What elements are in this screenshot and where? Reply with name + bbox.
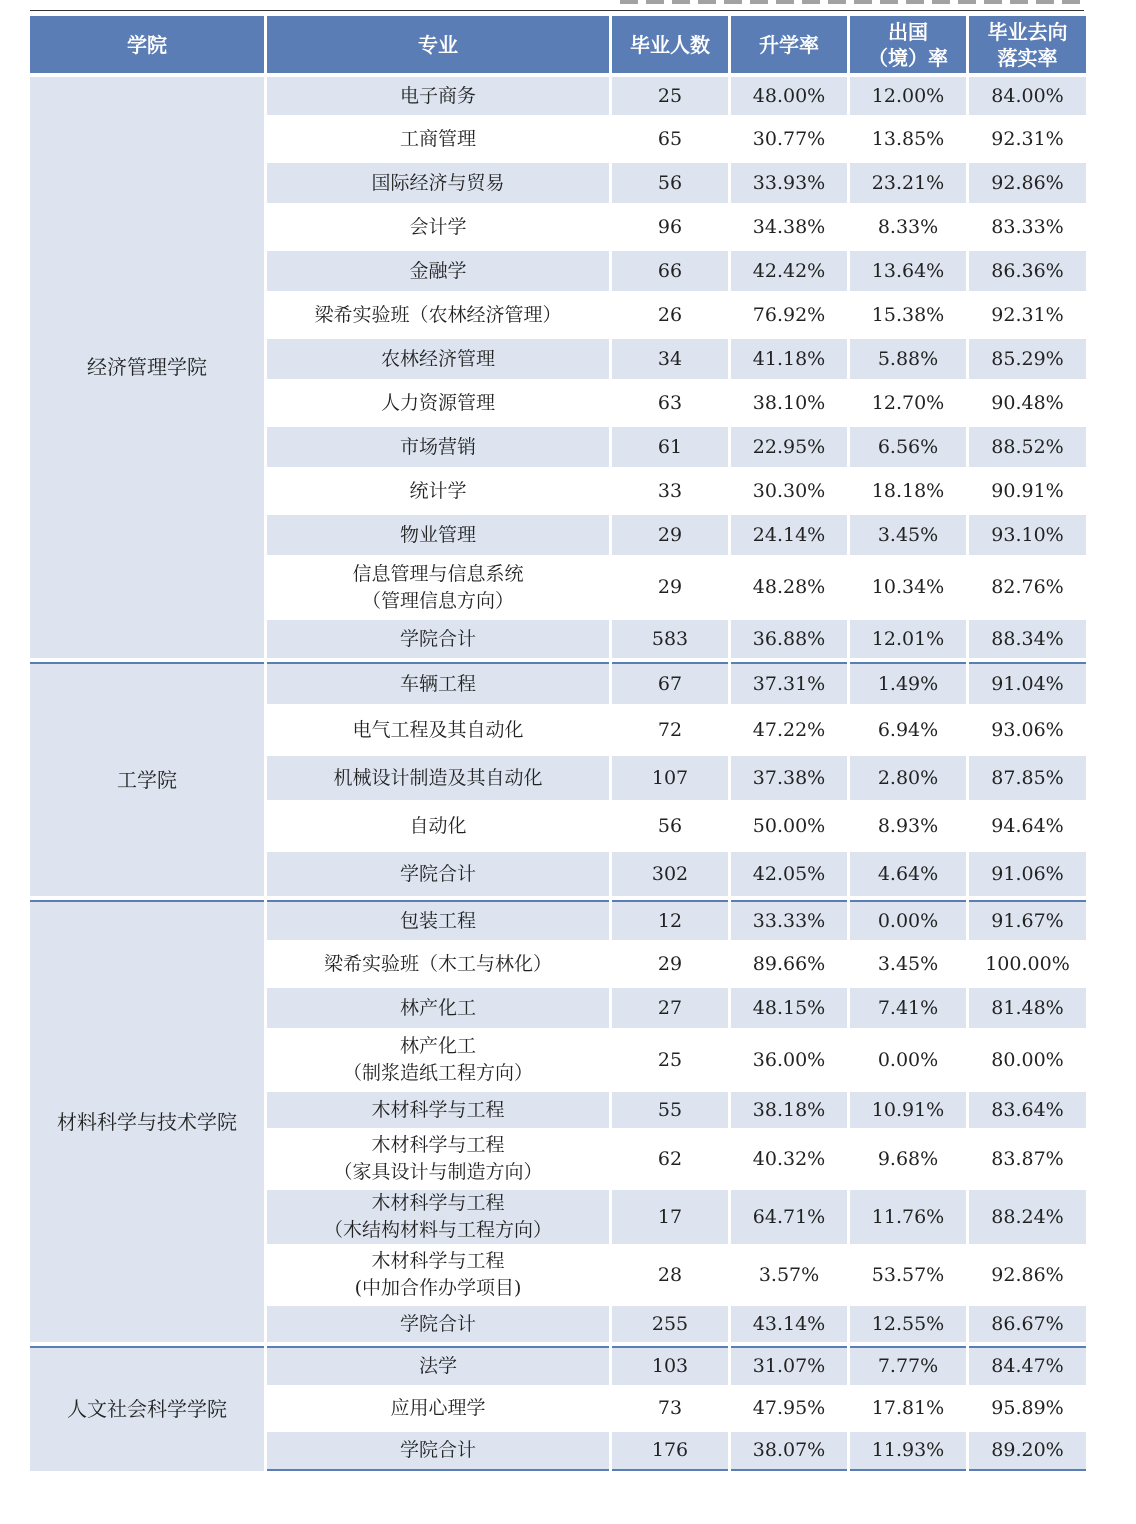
major-cell bbox=[267, 1092, 609, 1128]
placement-rate-cell: 92.31% bbox=[991, 303, 1064, 326]
abroad-rate-cell: 4.64% bbox=[850, 852, 966, 896]
further-study-rate-cell: 3.57% bbox=[758, 1263, 820, 1286]
major-cell bbox=[267, 77, 609, 115]
abroad-rate-cell: 3.45% bbox=[850, 515, 966, 555]
table-row bbox=[30, 1346, 1086, 1385]
abroad-rate-cell: 8.93% bbox=[877, 814, 939, 837]
graduates-cell: 56 bbox=[657, 814, 683, 837]
placement-rate-cell: 88.52% bbox=[969, 427, 1086, 467]
graduates-cell: 27 bbox=[612, 988, 728, 1028]
placement-rate-cell: 91.04% bbox=[969, 662, 1086, 704]
further-study-rate-cell: 36.88% bbox=[731, 620, 847, 658]
top-rule-fragment bbox=[620, 0, 1084, 4]
placement-rate-cell: 92.86% bbox=[991, 1263, 1064, 1286]
major-cell bbox=[267, 1248, 609, 1302]
major-name: 信息管理与信息系统 bbox=[352, 562, 524, 585]
further-study-rate-cell: 89.66% bbox=[752, 952, 826, 975]
header-placement-rate: 毕业去向落实率 bbox=[969, 16, 1086, 73]
abroad-rate-cell: 17.81% bbox=[871, 1397, 945, 1419]
major-cell bbox=[267, 251, 609, 291]
abroad-rate-cell: 12.00% bbox=[850, 77, 966, 115]
major-name: 梁希实验班（木工与林化） bbox=[323, 952, 552, 975]
major-name: 统计学 bbox=[409, 479, 467, 502]
major-name: 学院合计 bbox=[399, 627, 476, 650]
major-name: 工商管理 bbox=[399, 127, 476, 150]
header-row bbox=[30, 16, 1086, 73]
major-direction: （家具设计与制造方向） bbox=[333, 1161, 543, 1183]
major-name: 金融学 bbox=[409, 259, 467, 282]
major-name: 自动化 bbox=[409, 814, 467, 837]
placement-rate-cell: 88.34% bbox=[969, 620, 1086, 658]
abroad-rate-cell: 12.55% bbox=[850, 1306, 966, 1342]
major-cell bbox=[267, 163, 609, 203]
further-study-rate-cell: 38.10% bbox=[752, 391, 826, 414]
further-study-rate-cell: 33.93% bbox=[731, 163, 847, 203]
further-study-rate-cell: 38.07% bbox=[731, 1432, 847, 1471]
graduates-cell: 302 bbox=[612, 852, 728, 896]
top-rule bbox=[30, 10, 1084, 11]
major-cell bbox=[267, 295, 609, 335]
major-name: 车辆工程 bbox=[399, 672, 476, 695]
graduates-cell: 72 bbox=[657, 718, 683, 741]
major-name: 木材科学与工程 bbox=[371, 1134, 505, 1156]
placement-rate-cell: 89.20% bbox=[969, 1432, 1086, 1471]
major-name: 物业管理 bbox=[399, 523, 476, 546]
abroad-rate-cell: 6.94% bbox=[877, 718, 939, 741]
major-cell bbox=[267, 1032, 609, 1088]
placement-rate-cell: 87.85% bbox=[969, 756, 1086, 800]
major-cell bbox=[267, 515, 609, 555]
placement-rate-cell: 93.10% bbox=[969, 515, 1086, 555]
abroad-rate-cell: 11.76% bbox=[850, 1190, 966, 1244]
further-study-rate-cell: 34.38% bbox=[752, 215, 826, 238]
further-study-rate-cell: 48.00% bbox=[731, 77, 847, 115]
placement-rate-cell: 95.89% bbox=[991, 1397, 1064, 1419]
further-study-rate-cell: 64.71% bbox=[731, 1190, 847, 1244]
major-name: 木材科学与工程 bbox=[371, 1098, 505, 1121]
major-cell bbox=[267, 900, 609, 940]
placement-rate-cell: 93.06% bbox=[991, 718, 1064, 741]
major-direction: （制浆造纸工程方向） bbox=[342, 1062, 533, 1084]
major-cell bbox=[267, 1132, 609, 1186]
graduates-cell: 63 bbox=[657, 391, 683, 414]
major-cell bbox=[267, 620, 609, 658]
college-cell: 经济管理学院 bbox=[30, 77, 264, 658]
major-direction: (中加合作办学项目) bbox=[354, 1277, 522, 1299]
major-name: 学院合计 bbox=[399, 862, 476, 885]
graduates-cell: 34 bbox=[612, 339, 728, 379]
major-cell bbox=[267, 852, 609, 896]
major-name: 人力资源管理 bbox=[380, 391, 495, 414]
placement-rate-cell: 83.64% bbox=[969, 1092, 1086, 1128]
abroad-rate-cell: 10.91% bbox=[850, 1092, 966, 1128]
graduates-cell: 176 bbox=[612, 1432, 728, 1471]
major-cell bbox=[267, 427, 609, 467]
abroad-rate-cell: 12.01% bbox=[850, 620, 966, 658]
graduates-cell: 73 bbox=[657, 1397, 683, 1419]
major-name: 机械设计制造及其自动化 bbox=[333, 766, 543, 789]
graduates-cell: 12 bbox=[612, 900, 728, 940]
major-name: 木材科学与工程 bbox=[371, 1250, 505, 1272]
major-name: 学院合计 bbox=[399, 1439, 476, 1461]
further-study-rate-cell: 48.28% bbox=[752, 576, 826, 598]
abroad-rate-cell: 23.21% bbox=[850, 163, 966, 203]
major-cell bbox=[267, 339, 609, 379]
major-name: 市场营销 bbox=[399, 435, 476, 458]
abroad-rate-cell: 0.00% bbox=[877, 1048, 939, 1071]
placement-rate-cell: 82.76% bbox=[991, 576, 1064, 598]
major-cell bbox=[267, 207, 609, 247]
college-cell: 材料科学与技术学院 bbox=[30, 900, 264, 1342]
placement-rate-cell: 90.48% bbox=[991, 391, 1064, 414]
graduates-cell: 33 bbox=[657, 479, 683, 502]
placement-rate-cell: 90.91% bbox=[991, 479, 1064, 502]
placement-rate-cell: 94.64% bbox=[991, 814, 1064, 837]
graduates-cell: 107 bbox=[612, 756, 728, 800]
major-cell bbox=[267, 383, 609, 423]
further-study-rate-cell: 38.18% bbox=[731, 1092, 847, 1128]
header-major: 专业 bbox=[267, 16, 609, 73]
further-study-rate-cell: 76.92% bbox=[752, 303, 826, 326]
major-name: 包装工程 bbox=[399, 909, 476, 932]
further-study-rate-cell: 22.95% bbox=[731, 427, 847, 467]
further-study-rate-cell: 30.77% bbox=[752, 127, 826, 150]
further-study-rate-cell: 37.31% bbox=[731, 662, 847, 704]
graduates-cell: 255 bbox=[612, 1306, 728, 1342]
graduates-cell: 28 bbox=[657, 1263, 683, 1286]
placement-rate-cell: 84.00% bbox=[969, 77, 1086, 115]
placement-rate-cell: 80.00% bbox=[991, 1048, 1064, 1071]
abroad-rate-cell: 9.68% bbox=[877, 1147, 939, 1170]
graduates-cell: 56 bbox=[612, 163, 728, 203]
further-study-rate-cell: 40.32% bbox=[752, 1147, 826, 1170]
major-cell bbox=[267, 1389, 609, 1428]
further-study-rate-cell: 31.07% bbox=[731, 1346, 847, 1385]
major-cell bbox=[267, 1190, 609, 1244]
major-cell bbox=[267, 944, 609, 984]
major-name: 木材科学与工程 bbox=[371, 1192, 505, 1214]
college-cell: 人文社会科学学院 bbox=[30, 1346, 264, 1471]
major-cell bbox=[267, 559, 609, 616]
major-name: 电子商务 bbox=[399, 84, 476, 107]
graduates-cell: 26 bbox=[657, 303, 683, 326]
header-further-study-rate: 升学率 bbox=[731, 16, 847, 73]
major-cell bbox=[267, 988, 609, 1028]
abroad-rate-cell: 11.93% bbox=[850, 1432, 966, 1471]
placement-rate-cell: 88.24% bbox=[969, 1190, 1086, 1244]
graduates-cell: 25 bbox=[657, 1048, 683, 1071]
major-cell bbox=[267, 119, 609, 159]
further-study-rate-cell: 30.30% bbox=[752, 479, 826, 502]
graduates-cell: 67 bbox=[612, 662, 728, 704]
major-name: 应用心理学 bbox=[390, 1397, 486, 1419]
graduates-cell: 29 bbox=[657, 576, 683, 598]
table-row bbox=[30, 900, 1086, 940]
major-cell bbox=[267, 662, 609, 704]
placement-rate-cell: 92.31% bbox=[991, 127, 1064, 150]
abroad-rate-cell: 3.45% bbox=[877, 952, 939, 975]
graduates-cell: 66 bbox=[612, 251, 728, 291]
abroad-rate-cell: 1.49% bbox=[850, 662, 966, 704]
placement-rate-cell: 91.06% bbox=[969, 852, 1086, 896]
further-study-rate-cell: 47.95% bbox=[752, 1397, 826, 1419]
abroad-rate-cell: 10.34% bbox=[871, 576, 945, 598]
placement-rate-cell: 100.00% bbox=[985, 952, 1070, 975]
placement-rate-cell: 91.67% bbox=[969, 900, 1086, 940]
placement-rate-cell: 81.48% bbox=[969, 988, 1086, 1028]
major-cell bbox=[267, 1346, 609, 1385]
table-row bbox=[30, 77, 1086, 115]
major-name: 学院合计 bbox=[399, 1312, 476, 1335]
graduates-cell: 61 bbox=[612, 427, 728, 467]
placement-rate-cell: 84.47% bbox=[969, 1346, 1086, 1385]
placement-rate-cell: 83.87% bbox=[991, 1147, 1064, 1170]
graduates-cell: 96 bbox=[657, 215, 683, 238]
placement-rate-cell: 83.33% bbox=[991, 215, 1064, 238]
graduates-cell: 17 bbox=[612, 1190, 728, 1244]
further-study-rate-cell: 37.38% bbox=[731, 756, 847, 800]
further-study-rate-cell: 33.33% bbox=[731, 900, 847, 940]
major-cell bbox=[267, 804, 609, 848]
abroad-rate-cell: 53.57% bbox=[871, 1263, 945, 1286]
placement-rate-cell: 86.67% bbox=[969, 1306, 1086, 1342]
further-study-rate-cell: 42.42% bbox=[731, 251, 847, 291]
major-cell bbox=[267, 471, 609, 511]
graduates-cell: 29 bbox=[657, 952, 683, 975]
abroad-rate-cell: 0.00% bbox=[850, 900, 966, 940]
major-direction: （管理信息方向） bbox=[361, 589, 514, 612]
header-abroad-rate: 出国（境）率 bbox=[850, 16, 966, 73]
graduates-cell: 55 bbox=[612, 1092, 728, 1128]
further-study-rate-cell: 41.18% bbox=[731, 339, 847, 379]
placement-rate-cell: 85.29% bbox=[969, 339, 1086, 379]
major-name: 电气工程及其自动化 bbox=[352, 718, 524, 741]
further-study-rate-cell: 43.14% bbox=[731, 1306, 847, 1342]
major-cell bbox=[267, 1432, 609, 1471]
further-study-rate-cell: 48.15% bbox=[731, 988, 847, 1028]
major-cell bbox=[267, 1306, 609, 1342]
abroad-rate-cell: 2.80% bbox=[850, 756, 966, 800]
major-name: 会计学 bbox=[409, 215, 467, 238]
college-cell: 工学院 bbox=[30, 662, 264, 896]
further-study-rate-cell: 47.22% bbox=[752, 718, 826, 741]
placement-rate-cell: 92.86% bbox=[969, 163, 1086, 203]
abroad-rate-cell: 7.41% bbox=[850, 988, 966, 1028]
abroad-rate-cell: 18.18% bbox=[871, 479, 945, 502]
major-direction: （木结构材料与工程方向） bbox=[323, 1219, 552, 1241]
major-cell bbox=[267, 708, 609, 752]
major-cell bbox=[267, 756, 609, 800]
abroad-rate-cell: 8.33% bbox=[877, 215, 939, 238]
further-study-rate-cell: 36.00% bbox=[752, 1048, 826, 1071]
graduates-cell: 103 bbox=[612, 1346, 728, 1385]
graduates-cell: 62 bbox=[657, 1147, 683, 1170]
graduates-cell: 25 bbox=[612, 77, 728, 115]
placement-rate-cell: 86.36% bbox=[969, 251, 1086, 291]
graduates-cell: 583 bbox=[612, 620, 728, 658]
table-row bbox=[30, 662, 1086, 704]
abroad-rate-cell: 13.85% bbox=[871, 127, 945, 150]
major-name: 农林经济管理 bbox=[380, 347, 495, 370]
further-study-rate-cell: 50.00% bbox=[752, 814, 826, 837]
abroad-rate-cell: 15.38% bbox=[871, 303, 945, 326]
major-name: 法学 bbox=[418, 1355, 457, 1377]
abroad-rate-cell: 13.64% bbox=[850, 251, 966, 291]
graduates-cell: 65 bbox=[657, 127, 683, 150]
further-study-rate-cell: 42.05% bbox=[731, 852, 847, 896]
further-study-rate-cell: 24.14% bbox=[731, 515, 847, 555]
abroad-rate-cell: 5.88% bbox=[850, 339, 966, 379]
header-college: 学院 bbox=[30, 16, 264, 73]
graduates-cell: 29 bbox=[612, 515, 728, 555]
abroad-rate-cell: 12.70% bbox=[871, 391, 945, 414]
major-name: 梁希实验班（农林经济管理） bbox=[314, 303, 562, 326]
major-name: 国际经济与贸易 bbox=[371, 171, 505, 194]
table-body bbox=[30, 77, 1086, 1471]
graduate-outcomes-table bbox=[27, 12, 1089, 1475]
abroad-rate-cell: 6.56% bbox=[850, 427, 966, 467]
major-name: 林产化工 bbox=[399, 996, 476, 1019]
abroad-rate-cell: 7.77% bbox=[850, 1346, 966, 1385]
header-graduates: 毕业人数 bbox=[612, 16, 728, 73]
major-name: 林产化工 bbox=[399, 1035, 476, 1057]
